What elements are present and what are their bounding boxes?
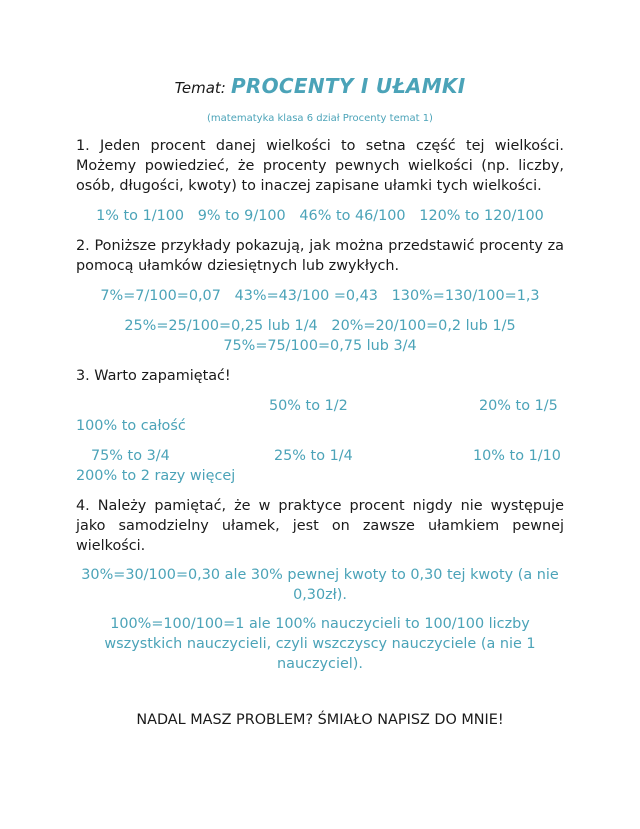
section-3-text: 3. Warto zapamiętać! xyxy=(76,368,231,384)
memo-item-200: 200% to 2 razy więcej xyxy=(76,468,236,484)
page-title xyxy=(76,74,564,98)
section-2-examples-line-2: 25%=25/100=0,25 lub 1/4 20%=20/100=0,2 lub 1/5 xyxy=(124,318,516,334)
section-2-text: 2. Poniższe przykłady pokazują, jak można przedstawić procenty za pomocą ułamków dziesiętnych lub zwykłych. xyxy=(76,238,564,274)
memo-item-75: 75% to 3/4 xyxy=(91,448,170,464)
section-2-examples-line-3: 75%=75/100=0,75 lub 3/4 xyxy=(223,338,417,354)
memo-item-50: 50% to 1/2 xyxy=(269,398,348,414)
section-2-examples-line-1: 7%=7/100=0,07 43%=43/100 =0,43 130%=130/100=1,3 xyxy=(100,288,540,304)
title-prefix: Temat: xyxy=(174,79,226,97)
footer-call-to-action: NADAL MASZ PROBLEM? ŚMIAŁO NAPISZ DO MNIE! xyxy=(136,712,504,728)
section-1-text: 1. Jeden procent danej wielkości to setna część tej wielkości. Możemy powiedzieć, że procenty pewnych wielkości (np. liczby, osób, długości, kwoty) to inaczej zapisane ułamki tych wielkości. xyxy=(76,138,564,194)
page-subtitle: (matematyka klasa 6 dział Procenty temat 1) xyxy=(207,113,433,124)
section-4-example-1: 30%=30/100=0,30 ale 30% pewnej kwoty to 0,30 tej kwoty (a nie 0,30zł). xyxy=(81,567,559,603)
memo-item-20: 20% to 1/5 xyxy=(479,398,558,414)
memo-item-10: 10% to 1/10 xyxy=(473,448,561,464)
section-4-example-2: 100%=100/100=1 ale 100% nauczycieli to 100/100 liczby wszystkich nauczycieli, czyli wszczyscy nauczyciele (a nie 1 nauczyciel). xyxy=(104,616,536,672)
memo-item-25: 25% to 1/4 xyxy=(274,448,353,464)
section-1-examples: 1% to 1/100 9% to 9/100 46% to 46/100 120% to 120/100 xyxy=(96,208,544,224)
title-main: PROCENTY I UŁAMKI xyxy=(230,74,466,98)
section-4-text: 4. Należy pamiętać, że w praktyce procent nigdy nie występuje jako samodzielny ułamek, jest on zawsze ułamkiem pewnej wielkości. xyxy=(76,498,564,554)
memo-item-100: 100% to całość xyxy=(76,418,186,434)
